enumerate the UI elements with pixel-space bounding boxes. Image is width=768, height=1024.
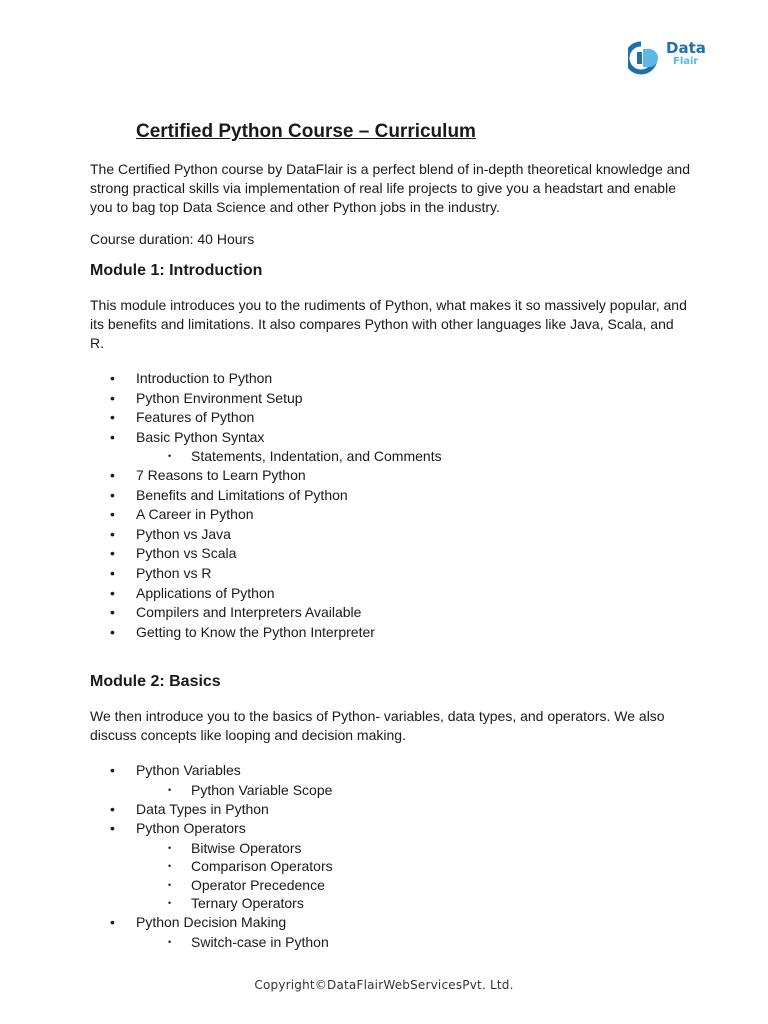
dataflair-logo bbox=[628, 38, 728, 80]
copyright-footer: Copyright©DataFlairWebServicesPvt. Ltd. bbox=[254, 978, 514, 992]
sub-list-item: • Ternary Operators bbox=[90, 894, 690, 913]
sub-list-item: • Operator Precedence bbox=[90, 876, 690, 895]
module-1-topic-list bbox=[90, 369, 690, 642]
list-item: • Benefits and Limitations of Python bbox=[90, 486, 690, 506]
module-1-heading: Module 1: Introduction bbox=[90, 262, 263, 279]
dataflair-logo-icon bbox=[628, 40, 664, 76]
module-2-description: We then introduce you to the basics of Python- variables, data types, and operators. We also discuss concepts like looping and decision making. bbox=[90, 708, 665, 744]
list-item: • Python vs R bbox=[90, 564, 690, 584]
list-item: • 7 Reasons to Learn Python bbox=[90, 466, 690, 486]
sub-list-item: • Comparison Operators bbox=[90, 857, 690, 876]
list-item: • Compilers and Interpreters Available bbox=[90, 603, 690, 623]
sub-list-item: • Bitwise Operators bbox=[90, 839, 690, 858]
module-1-description: This module introduces you to the rudiments of Python, what makes it so massively popular, and its benefits and limitations. It also compares Python with other languages like Java, Scala, and R. bbox=[90, 297, 687, 351]
list-item: • Python vs Scala bbox=[90, 544, 690, 564]
list-item: • Features of Python bbox=[90, 408, 690, 428]
list-item: • Basic Python Syntax bbox=[90, 428, 690, 448]
sub-list-item: • Switch-case in Python bbox=[90, 933, 690, 952]
module-2-topic-list bbox=[90, 761, 690, 951]
logo-word-flair: Flair bbox=[673, 56, 699, 67]
page-title: Certified Python Course – Curriculum bbox=[136, 121, 476, 142]
logo-word-data: Data bbox=[666, 39, 706, 57]
list-item: • Python vs Java bbox=[90, 525, 690, 545]
list-item: • Getting to Know the Python Interpreter bbox=[90, 623, 690, 643]
list-item: • Python Operators bbox=[90, 819, 690, 839]
sub-list-item: • Statements, Indentation, and Comments bbox=[90, 447, 690, 466]
list-item: • A Career in Python bbox=[90, 505, 690, 525]
list-item: • Python Variables bbox=[90, 761, 690, 781]
list-item: • Python Environment Setup bbox=[90, 389, 690, 409]
module-2-heading: Module 2: Basics bbox=[90, 673, 221, 691]
list-item: • Introduction to Python bbox=[90, 369, 690, 389]
intro-paragraph: The Certified Python course by DataFlair is a perfect blend of in-depth theoretical knowledge and strong practical skills via implementation of real life projects to give you a headstart and enable you to bag top Data Science and other Python jobs in the industry. bbox=[90, 161, 691, 215]
sub-list-item: • Python Variable Scope bbox=[90, 781, 690, 800]
list-item: • Data Types in Python bbox=[90, 800, 690, 820]
document-body bbox=[90, 160, 690, 951]
course-duration: Course duration: 40 Hours bbox=[90, 231, 255, 247]
list-item: • Applications of Python bbox=[90, 584, 690, 604]
list-item: • Python Decision Making bbox=[90, 913, 690, 933]
